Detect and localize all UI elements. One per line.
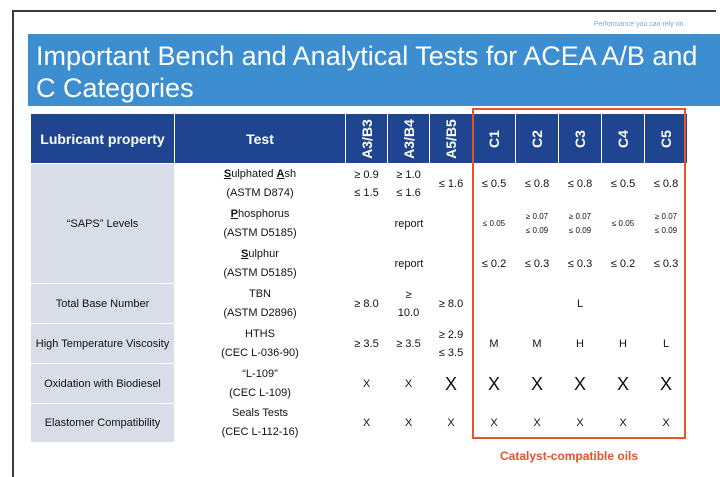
cell: ≤ 0.8: [516, 164, 559, 204]
header-property: Lubricant property: [31, 114, 175, 164]
cell: X: [645, 404, 688, 443]
cell: X: [346, 404, 388, 443]
cell: X: [430, 404, 473, 443]
cell: X: [602, 404, 645, 443]
header-a3b4: A3/B4: [388, 114, 430, 164]
catalyst-highlight-box: [472, 108, 686, 439]
header-c4: C4: [602, 114, 645, 164]
cell: ≤ 0.2: [473, 244, 516, 284]
tagline: Performance you can rely on.: [594, 21, 686, 28]
cell: ≤ 0.8: [559, 164, 602, 204]
test-phosphorus: Phosphorus (ASTM D5185): [175, 204, 346, 244]
cell: X: [516, 404, 559, 443]
cell: X: [473, 364, 516, 404]
header-test: Test: [175, 114, 346, 164]
cell: ≤ 0.5: [602, 164, 645, 204]
cell: ≤ 0.5: [473, 164, 516, 204]
cell: X: [388, 364, 430, 404]
cell: H: [602, 324, 645, 364]
cell: ≤ 0.8: [645, 164, 688, 204]
cell: ≤ 0.3: [559, 244, 602, 284]
cell: ≤ 0.3: [516, 244, 559, 284]
cell: X: [645, 364, 688, 404]
cell: ≥ 8.0: [430, 284, 473, 324]
property-hths: High Temperature Viscosity: [31, 324, 175, 364]
cell: X: [473, 404, 516, 443]
header-a3b3: A3/B3: [346, 114, 388, 164]
header-a5b5: A5/B5: [430, 114, 473, 164]
cell: ≥ 0.9 ≤ 1.5: [346, 164, 388, 204]
test-hths: HTHS (CEC L-036-90): [175, 324, 346, 364]
header-c5: C5: [645, 114, 688, 164]
header-c3: C3: [559, 114, 602, 164]
cell: X: [430, 364, 473, 404]
cell: ≥ 0.07 ≤ 0.09: [559, 204, 602, 244]
cell: ≥ 8.0: [346, 284, 388, 324]
page-title: Important Bench and Analytical Tests for ACEA A/B and C Categories: [36, 41, 698, 103]
cell: ≤ 0.2: [602, 244, 645, 284]
cell: ≥ 10.0: [388, 284, 430, 324]
test-oxidation: “L-109” (CEC L-109): [175, 364, 346, 404]
cell: M: [516, 324, 559, 364]
test-tbn: TBN (ASTM D2896): [175, 284, 346, 324]
cell: ≥ 0.07 ≤ 0.09: [516, 204, 559, 244]
cell: X: [516, 364, 559, 404]
property-tbn: Total Base Number: [31, 284, 175, 324]
cell: L: [473, 284, 688, 324]
cell: ≥ 3.5: [346, 324, 388, 364]
property-saps: “SAPS” Levels: [31, 164, 175, 284]
cell: H: [559, 324, 602, 364]
test-elastomer: Seals Tests (CEC L-112-16): [175, 404, 346, 443]
cell: ≤ 0.05: [602, 204, 645, 244]
cell: ≤ 1.6: [430, 164, 473, 204]
property-elastomer: Elastomer Compatibility: [31, 404, 175, 443]
cell: report: [346, 204, 473, 244]
cell: ≥ 3.5: [388, 324, 430, 364]
cell: ≤ 0.05: [473, 204, 516, 244]
cell: X: [346, 364, 388, 404]
header-c1: C1: [473, 114, 516, 164]
cell: ≥ 1.0 ≤ 1.6: [388, 164, 430, 204]
cell: ≥ 0.07 ≤ 0.09: [645, 204, 688, 244]
cell: X: [602, 364, 645, 404]
catalyst-caption: Catalyst-compatible oils: [500, 449, 639, 463]
cell: X: [559, 404, 602, 443]
cell: X: [388, 404, 430, 443]
cell: ≥ 2.9 ≤ 3.5: [430, 324, 473, 364]
header-c2: C2: [516, 114, 559, 164]
cell: report: [346, 244, 473, 284]
test-sulphated-ash: Sulphated Ash (ASTM D874): [175, 164, 346, 204]
cell: M: [473, 324, 516, 364]
cell: X: [559, 364, 602, 404]
property-oxidation: Oxidation with Biodiesel: [31, 364, 175, 404]
test-sulphur: Sulphur (ASTM D5185): [175, 244, 346, 284]
cell: ≤ 0.3: [645, 244, 688, 284]
cell: L: [645, 324, 688, 364]
